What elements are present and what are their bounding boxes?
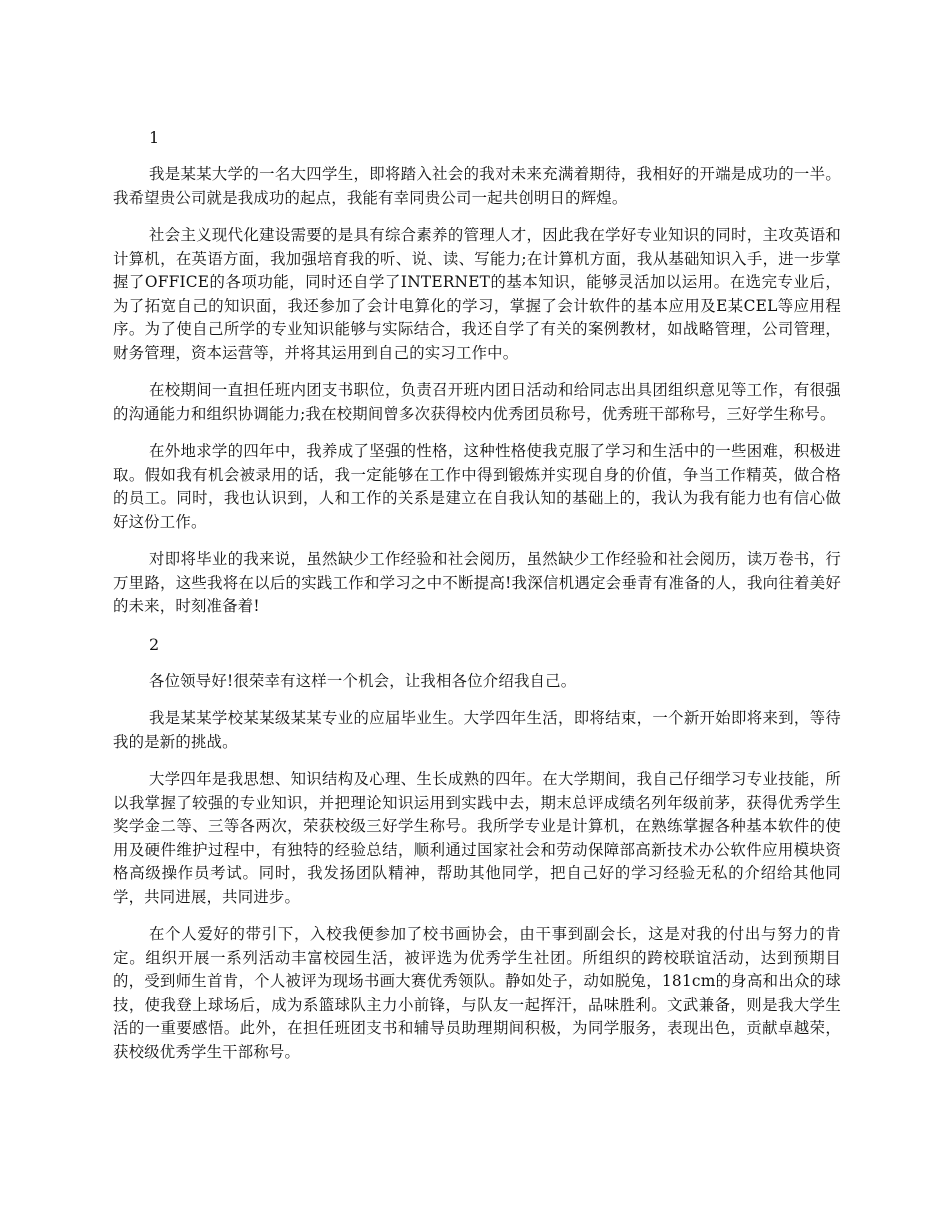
section-number: 2 <box>149 634 160 654</box>
document-page <box>113 126 841 1078</box>
paragraph: 我是某某大学的一名大四学生，即将踏入社会的我对未来充满着期待，我相好的开端是成功的一半。我希望贵公司就是我成功的起点，我能有幸同贵公司一起共创明日的辉煌。 <box>113 165 841 207</box>
paragraph: 大学四年是我思想、知识结构及心理、生长成熟的四年。在大学期间，我自己仔细学习专业技能，所以我掌握了较强的专业知识，并把理论知识运用到实践中去，期末总评成绩名列年级前茅，获得优秀学生奖学金二等、三等各两次，荣获校级三好学生称号。我所学专业是计算机，在熟练掌握各种基本软件的使用及硬件维护过程中，有独特的经验总结，顺利通过国家社会和劳动保障部高新技术办公软件应用模块资格高级操作员考试。同时，我发扬团队精神，帮助其他同学，把自己好的学习经验无私的介绍给其他同学，共同进展，共同进步。 <box>113 770 841 906</box>
section-number: 1 <box>149 128 160 147</box>
paragraph: 在外地求学的四年中，我养成了坚强的性格，这种性格使我克服了学习和生活中的一些困难，积极进取。假如我有机会被录用的话，我一定能够在工作中得到锻炼并实现自身的价值，争当工作精英，做合格的员工。同时，我也认识到，人和工作的关系是建立在自我认知的基础上的，我认为我有能力也有信心做好这份工作。 <box>113 442 841 531</box>
paragraph: 社会主义现代化建设需要的是具有综合素养的管理人才，因此我在学好专业知识的同时，主攻英语和计算机，在英语方面，我加强培育我的听、说、读、写能力;在计算机方面，我从基础知识入手，进一步掌握了OFFICE的各项功能，同时还自学了INTERNET的基本知识，能够灵活加以运用。在选完专业后，为了拓宽自己的知识面，我还参加了会计电算化的学习，掌握了会计软件的基本应用及E某CEL等应用程序。为了使自己所学的专业知识能够与实际结合，我还自学了有关的案例教材，如战略管理，公司管理，财务管理，资本运营等，并将其运用到自己的实习工作中。 <box>113 226 841 362</box>
paragraph: 在校期间一直担任班内团支书职位，负责召开班内团日活动和给同志出具团组织意见等工作，有很强的沟通能力和组织协调能力;我在校期间曾多次获得校内优秀团员称号，优秀班干部称号，三好学生称号。 <box>113 381 841 423</box>
paragraph: 对即将毕业的我来说，虽然缺少工作经验和社会阅历，虽然缺少工作经验和社会阅历，读万卷书，行万里路，这些我将在以后的实践工作和学习之中不断提高!我深信机遇定会垂青有准备的人，我向往着美好的未来，时刻准备着! <box>113 550 841 615</box>
paragraph: 在个人爱好的带引下，入校我便参加了校书画协会，由干事到副会长，这是对我的付出与努力的肯定。组织开展一系列活动丰富校园生活，被评选为优秀学生社团。所组织的跨校联谊活动，达到预期目的，受到师生首肯，个人被评为现场书画大赛优秀领队。静如处子，动如脱兔，181cm的身高和出众的球技，使我登上球场后，成为系篮球队主力小前锋，与队友一起挥汗，品味胜利。文武兼备，则是我大学生活的一重要感悟。此外，在担任班团支书和辅导员助理期间积极，为同学服务，表现出色，贡献卓越荣，获校级优秀学生干部称号。 <box>113 925 841 1061</box>
paragraph: 各位领导好!很荣幸有这样一个机会，让我相各位介绍我自己。 <box>149 671 577 690</box>
paragraph: 我是某某学校某某级某某专业的应届毕业生。大学四年生活，即将结束，一个新开始即将来到，等待我的是新的挑战。 <box>113 709 841 751</box>
